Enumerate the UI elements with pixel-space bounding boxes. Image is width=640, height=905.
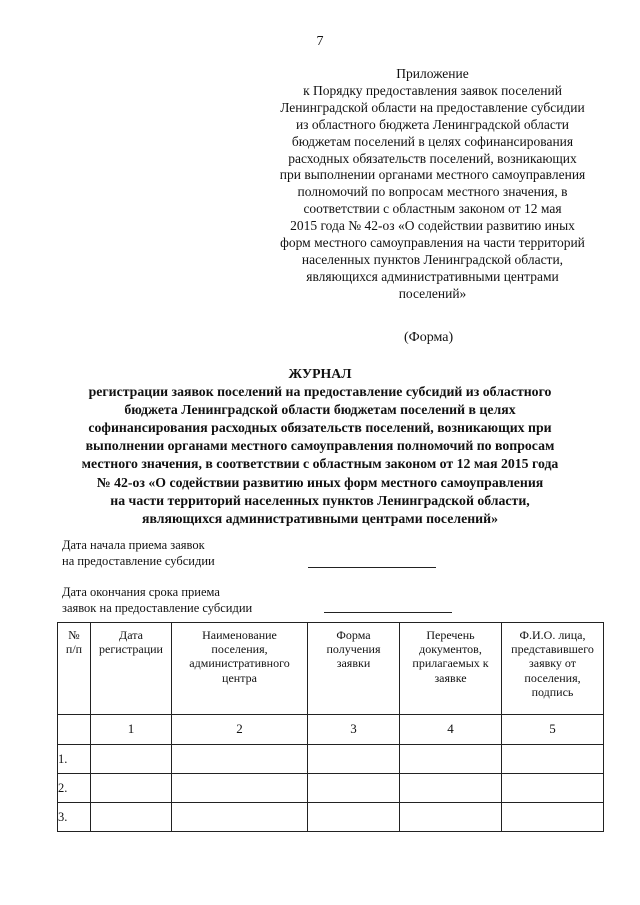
table-cell[interactable] <box>172 745 308 774</box>
column-number: 1 <box>91 715 172 745</box>
table-cell[interactable] <box>91 803 172 832</box>
journal-line: на части территорий населенных пунктов Ленинградской области, <box>110 492 530 508</box>
appendix-line: к Порядку предоставления заявок поселений <box>303 82 562 98</box>
table-cell[interactable] <box>308 745 400 774</box>
appendix-line: соответствии с областным законом от 12 мая <box>303 201 562 217</box>
table-row <box>58 774 604 803</box>
appendix-line: при выполнении органами местного самоуправления <box>279 167 586 183</box>
table-cell[interactable] <box>172 774 308 803</box>
table-cell[interactable] <box>91 774 172 803</box>
row-number: 1. <box>58 745 91 774</box>
end-date-field[interactable] <box>324 612 452 613</box>
appendix-line: полномочий по вопросам местного значения, в <box>297 184 568 200</box>
table-cell[interactable] <box>400 803 502 832</box>
appendix-line: расходных обязательств поселений, возникающих <box>288 150 577 166</box>
appendix-line: 2015 года № 42-оз «О содействии развитию иных <box>290 218 575 234</box>
column-number: 3 <box>308 715 400 745</box>
journal-heading <box>40 365 600 528</box>
table-header-row <box>58 623 604 715</box>
appendix-line: бюджетам поселений в целях софинансирования <box>291 133 574 149</box>
journal-line: регистрации заявок поселений на предоставление субсидий из областного <box>88 384 552 400</box>
column-number: 5 <box>502 715 604 745</box>
table-cell[interactable] <box>502 745 604 774</box>
journal-line: местного значения, в соответствии с областным законом от 12 мая 2015 года <box>81 456 559 472</box>
form-label: (Форма) <box>404 330 454 345</box>
col-header-documents: Перечень документов, прилагаемых к заявке <box>400 623 502 715</box>
appendix-line: форм местного самоуправления на части территорий <box>280 235 585 251</box>
table-row <box>58 803 604 832</box>
appendix-line: поселений» <box>398 285 467 301</box>
registration-table <box>57 622 604 832</box>
row-number: 2. <box>58 774 91 803</box>
table-cell[interactable] <box>91 745 172 774</box>
journal-line: софинансирования расходных обязательств поселений, возникающих при <box>88 420 552 436</box>
end-date-label: Дата окончания срока приема заявок на предоставление субсидии <box>62 585 253 615</box>
column-number: 2 <box>172 715 308 745</box>
appendix-line: Ленинградской области на предоставление субсидии <box>280 99 585 115</box>
col-header-settlement: Наименование поселения, административного центра <box>172 623 308 715</box>
journal-line: являющихся административными центрами поселений» <box>142 510 498 526</box>
col-header-person: Ф.И.О. лица, представившего заявку от поселения, подпись <box>502 623 604 715</box>
journal-line: бюджета Ленинградской области бюджетам поселений в целях <box>124 402 516 418</box>
column-number <box>58 715 91 745</box>
col-header-form: Форма получения заявки <box>308 623 400 715</box>
page-number: 7 <box>316 34 324 49</box>
journal-title: ЖУРНАЛ <box>288 366 352 381</box>
col-header-date: Дата регистрации <box>91 623 172 715</box>
table-cell[interactable] <box>308 803 400 832</box>
table-cell[interactable] <box>400 745 502 774</box>
appendix-line: населенных пунктов Ленинградской области, <box>301 251 564 267</box>
appendix-block <box>250 66 615 303</box>
start-date-label: Дата начала приема заявок на предоставление субсидии <box>62 538 215 568</box>
table-cell[interactable] <box>502 803 604 832</box>
row-number: 3. <box>58 803 91 832</box>
table-cell[interactable] <box>172 803 308 832</box>
col-header-number: № п/п <box>58 623 91 715</box>
table-cell[interactable] <box>400 774 502 803</box>
table-row <box>58 745 604 774</box>
appendix-line: из областного бюджета Ленинградской области <box>295 116 570 132</box>
journal-line: выполнении органами местного самоуправления полномочий по вопросам <box>85 438 555 454</box>
journal-line: № 42-оз «О содействии развитию иных форм местного самоуправления <box>96 474 544 490</box>
start-date-field[interactable] <box>308 567 436 568</box>
appendix-title: Приложение <box>396 66 469 81</box>
table-column-numbers-row <box>58 715 604 745</box>
column-number: 4 <box>400 715 502 745</box>
table-cell[interactable] <box>502 774 604 803</box>
appendix-line: являющихся административными центрами <box>306 268 559 284</box>
table-cell[interactable] <box>308 774 400 803</box>
